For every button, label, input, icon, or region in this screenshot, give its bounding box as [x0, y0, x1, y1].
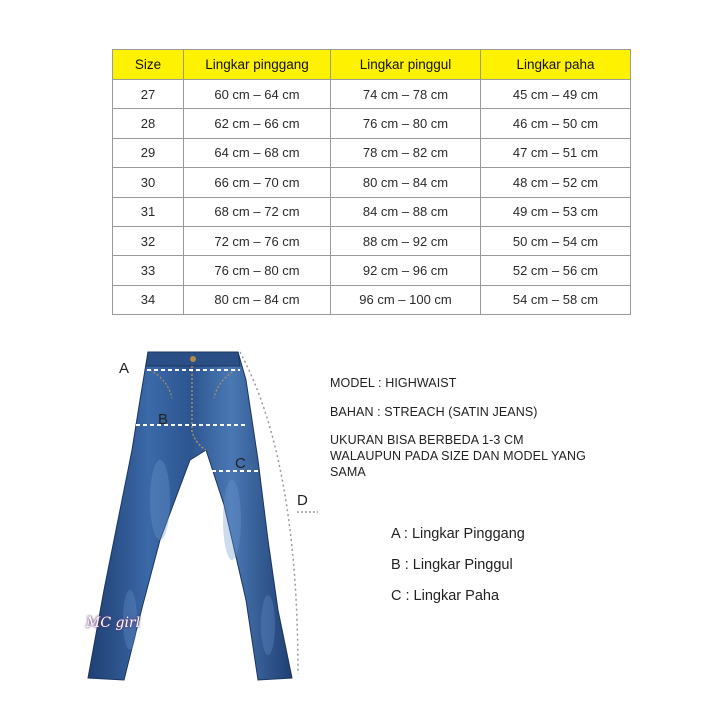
- info-note: [330, 432, 630, 480]
- label-b: B: [158, 411, 169, 428]
- cell-paha: 45 cm – 49 cm: [481, 80, 631, 109]
- cell-paha: 47 cm – 51 cm: [481, 138, 631, 167]
- legend-b: B : Lingkar Pinggul: [391, 557, 513, 573]
- table-row: [113, 168, 631, 197]
- note-line: WALAUPUN PADA SIZE DAN MODEL YANG: [330, 449, 586, 463]
- header-size: Size: [113, 50, 184, 80]
- cell-pinggul: 84 cm – 88 cm: [331, 197, 481, 226]
- cell-pinggang: 62 cm – 66 cm: [184, 109, 331, 138]
- cell-pinggang: 60 cm – 64 cm: [184, 80, 331, 109]
- header-lingkar-pinggul: Lingkar pinggul: [331, 50, 481, 80]
- note-line: SAMA: [330, 465, 366, 479]
- cell-size: 32: [113, 226, 184, 255]
- jeans-measurement-diagram: [0, 340, 726, 726]
- cell-pinggul: 80 cm – 84 cm: [331, 168, 481, 197]
- cell-pinggul: 74 cm – 78 cm: [331, 80, 481, 109]
- cell-paha: 54 cm – 58 cm: [481, 285, 631, 314]
- cell-paha: 46 cm – 50 cm: [481, 109, 631, 138]
- info-bahan: BAHAN : STREACH (SATIN JEANS): [330, 405, 538, 419]
- note-line: UKURAN BISA BERBEDA 1-3 CM: [330, 433, 524, 447]
- header-lingkar-pinggang: Lingkar pinggang: [184, 50, 331, 80]
- cell-size: 34: [113, 285, 184, 314]
- cell-size: 30: [113, 168, 184, 197]
- cell-pinggang: 76 cm – 80 cm: [184, 256, 331, 285]
- watermark: MC girl: [86, 615, 141, 631]
- cell-paha: 48 cm – 52 cm: [481, 168, 631, 197]
- cell-size: 31: [113, 197, 184, 226]
- label-c: C: [235, 455, 246, 472]
- cell-size: 27: [113, 80, 184, 109]
- cell-pinggul: 92 cm – 96 cm: [331, 256, 481, 285]
- jeans-button: [190, 356, 196, 362]
- table-row: [113, 256, 631, 285]
- cell-pinggang: 66 cm – 70 cm: [184, 168, 331, 197]
- table-row: [113, 80, 631, 109]
- header-lingkar-paha: Lingkar paha: [481, 50, 631, 80]
- cell-pinggul: 88 cm – 92 cm: [331, 226, 481, 255]
- cell-paha: 49 cm – 53 cm: [481, 197, 631, 226]
- cell-size: 28: [113, 109, 184, 138]
- cell-pinggang: 64 cm – 68 cm: [184, 138, 331, 167]
- cell-pinggang: 68 cm – 72 cm: [184, 197, 331, 226]
- cell-paha: 52 cm – 56 cm: [481, 256, 631, 285]
- cell-size: 29: [113, 138, 184, 167]
- jeans-illustration: [0, 340, 340, 726]
- cell-pinggul: 96 cm – 100 cm: [331, 285, 481, 314]
- info-model: MODEL : HIGHWAIST: [330, 376, 457, 390]
- cell-pinggul: 78 cm – 82 cm: [331, 138, 481, 167]
- cell-pinggang: 80 cm – 84 cm: [184, 285, 331, 314]
- table-row: [113, 285, 631, 314]
- legend-c: C : Lingkar Paha: [391, 588, 500, 604]
- table-header-row: [113, 50, 631, 80]
- table-row: [113, 109, 631, 138]
- table-row: [113, 226, 631, 255]
- size-chart-table: [112, 49, 631, 315]
- label-d: D: [297, 492, 308, 509]
- cell-pinggul: 76 cm – 80 cm: [331, 109, 481, 138]
- cell-size: 33: [113, 256, 184, 285]
- legend-a: A : Lingkar Pinggang: [391, 526, 525, 542]
- cell-pinggang: 72 cm – 76 cm: [184, 226, 331, 255]
- table-row: [113, 138, 631, 167]
- label-a: A: [119, 360, 130, 377]
- cell-paha: 50 cm – 54 cm: [481, 226, 631, 255]
- table-row: [113, 197, 631, 226]
